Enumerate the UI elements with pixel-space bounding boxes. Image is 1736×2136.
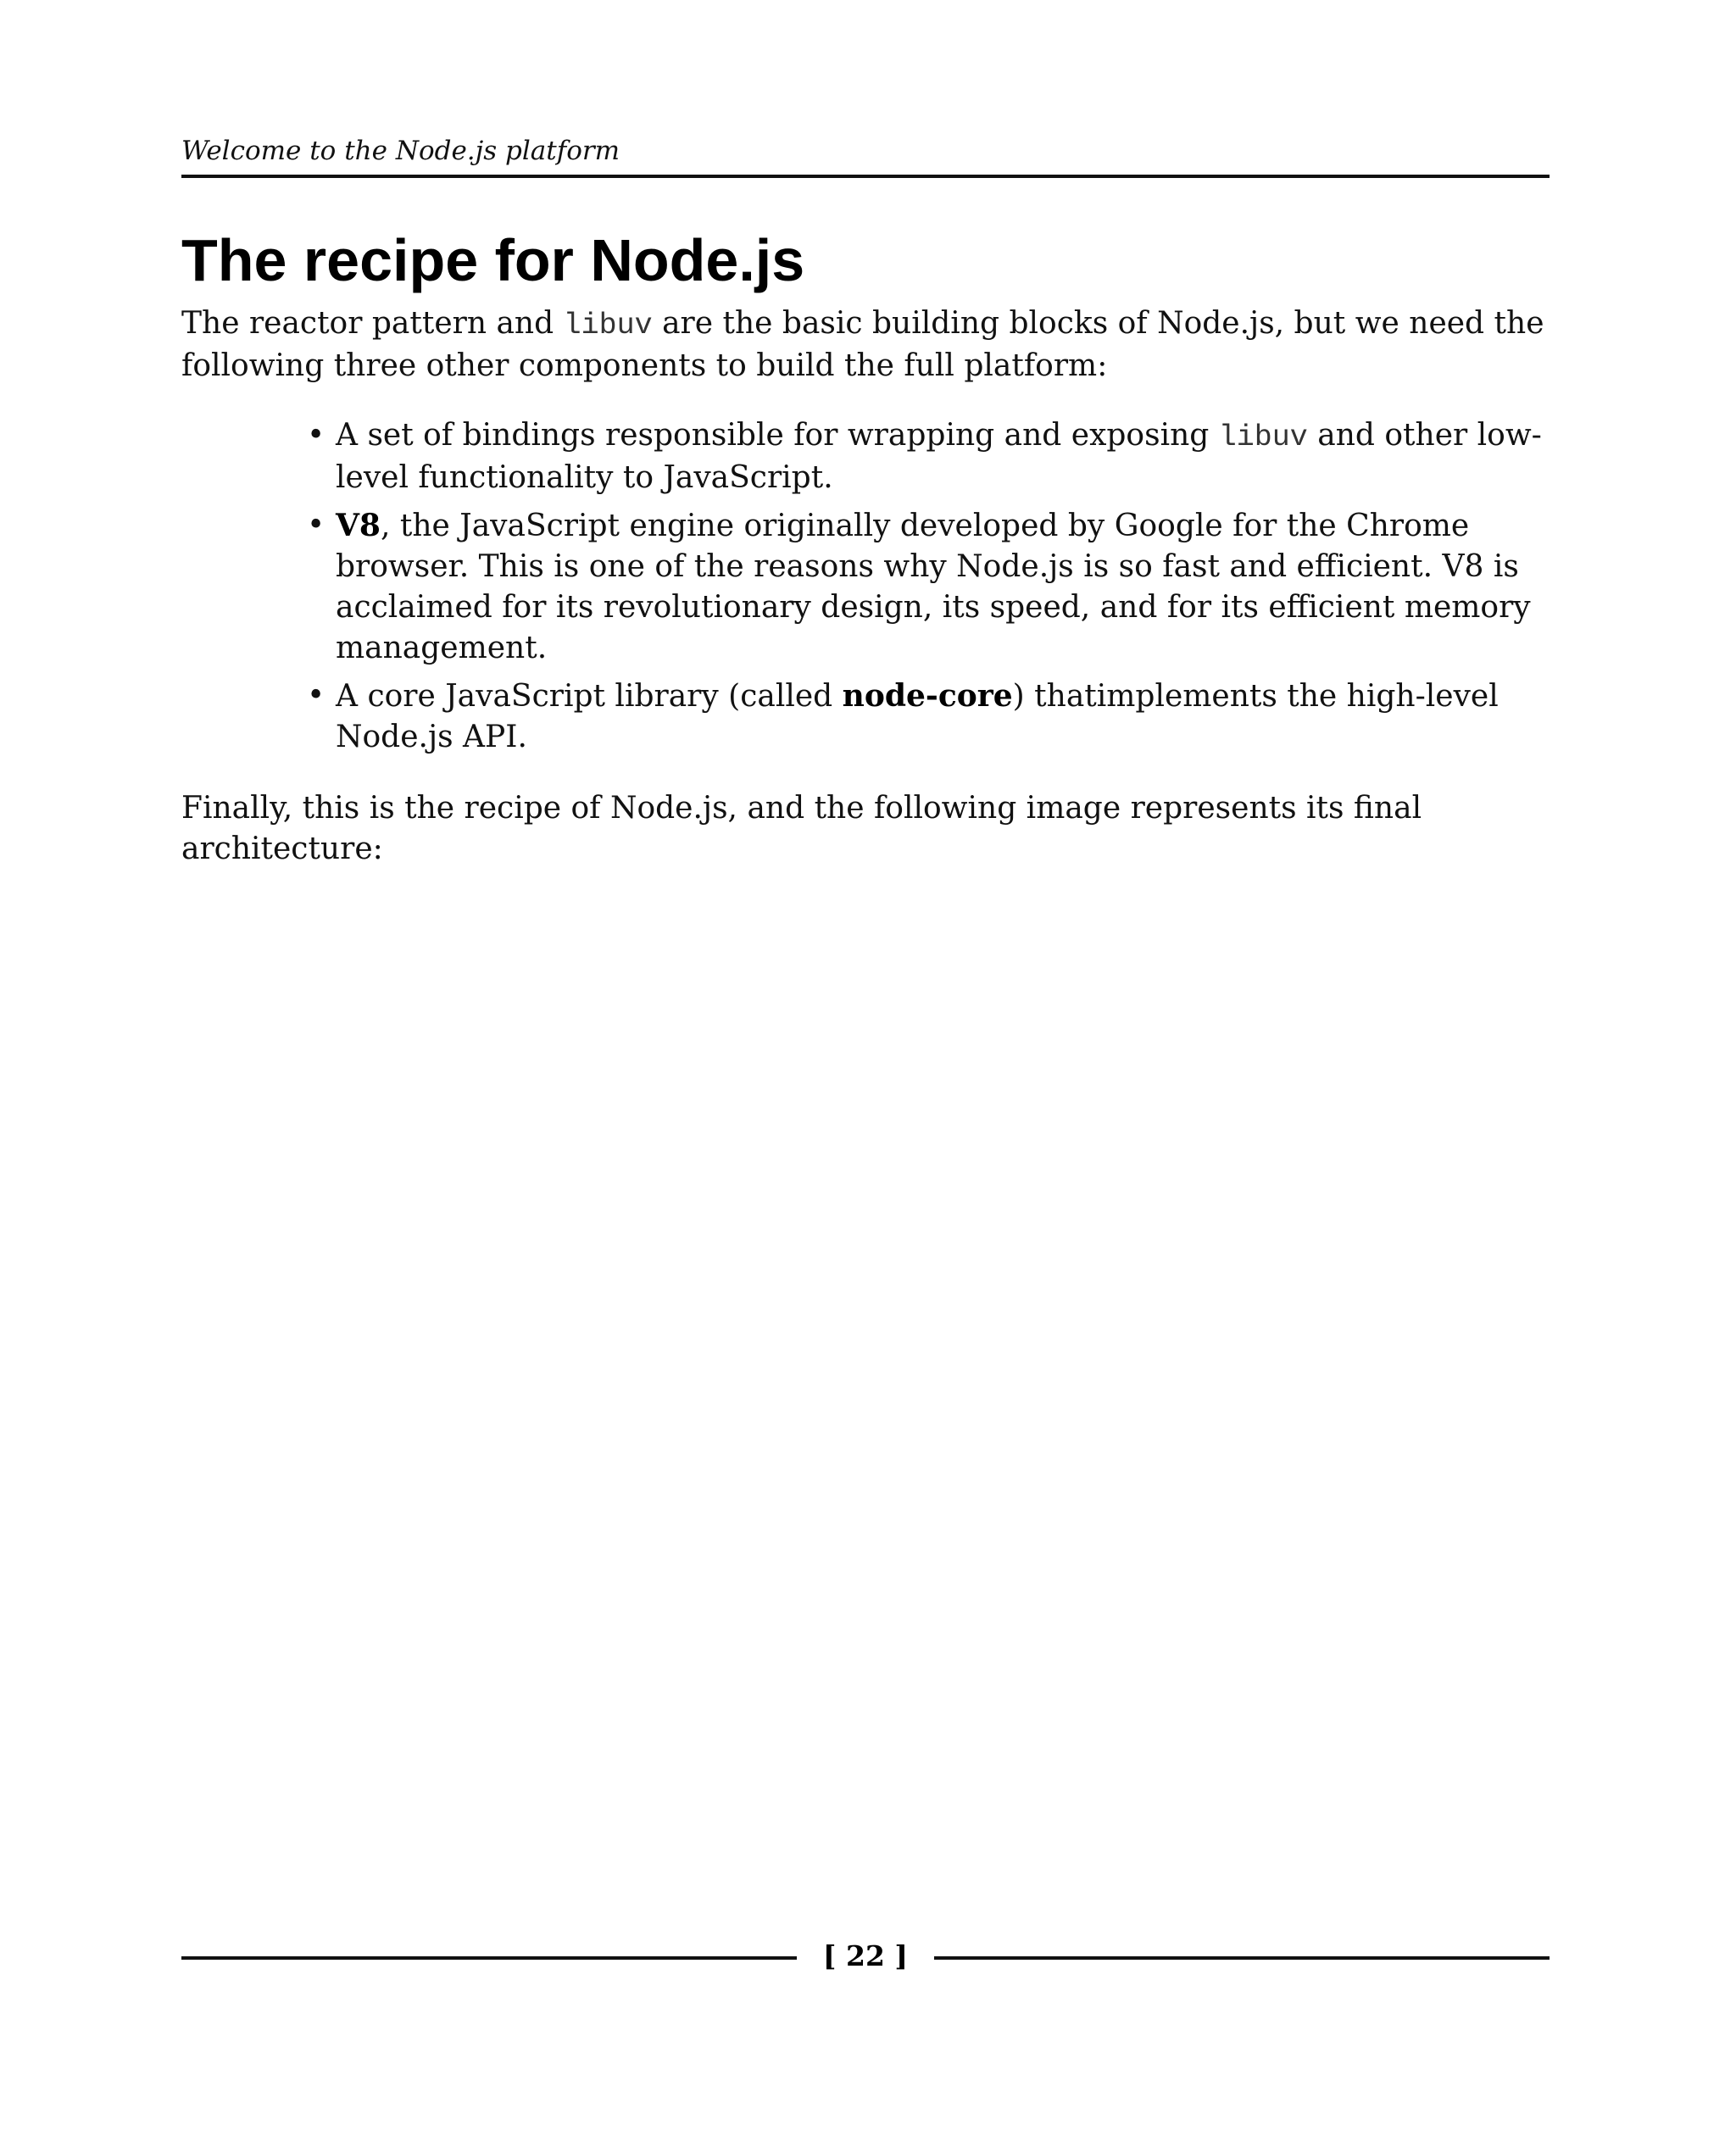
- bindings-text-1: A set of bindings responsible for wrapping and exposing: [336, 418, 1219, 453]
- list-item-node-core: [307, 676, 1550, 758]
- running-header: Welcome to the Node.js platform: [181, 136, 620, 166]
- list-item-bindings: [307, 415, 1550, 498]
- page-number: [ 22 ]: [822, 1939, 909, 1972]
- node-core-text-2: ) thatimplements the high-level Node.js API.: [336, 679, 1499, 754]
- bullet-icon: •: [307, 418, 326, 453]
- footer-rule-right: [934, 1956, 1550, 1960]
- bindings-code-libuv: libuv: [1218, 420, 1308, 454]
- list-item-v8: [307, 505, 1550, 669]
- bullet-icon: •: [307, 678, 326, 713]
- intro-text-2: are the basic building blocks of Node.js, but we need the following three other components to build the full platform:: [181, 306, 1544, 383]
- document-page: [181, 0, 1550, 2136]
- component-list: [307, 415, 1550, 765]
- node-core-text-1: A core JavaScript library (called: [336, 679, 843, 714]
- intro-text-1: The reactor pattern and: [181, 306, 564, 341]
- intro-code-libuv: libuv: [563, 309, 653, 342]
- header-rule: [181, 175, 1550, 178]
- footer-rule-left: [181, 1956, 797, 1960]
- node-core-bold-term: node-core: [842, 678, 1013, 714]
- intro-paragraph: [181, 303, 1550, 387]
- outro-paragraph: Finally, this is the recipe of Node.js, and the following image represents its final architecture:: [181, 791, 1422, 866]
- v8-bold-term: V8: [336, 508, 381, 543]
- bullet-icon: •: [307, 508, 326, 542]
- bindings-text-2: and other low-level functionality to JavaScript.: [336, 418, 1542, 495]
- v8-text-1: , the JavaScript engine originally developed by Google for the Chrome browser. This is one of the reasons why Node.js is so fast and efficient. V8 is acclaimed for its revolutionary design, its speed, and for its efficient memory management.: [336, 509, 1531, 665]
- section-title: The recipe for Node.js: [181, 227, 805, 293]
